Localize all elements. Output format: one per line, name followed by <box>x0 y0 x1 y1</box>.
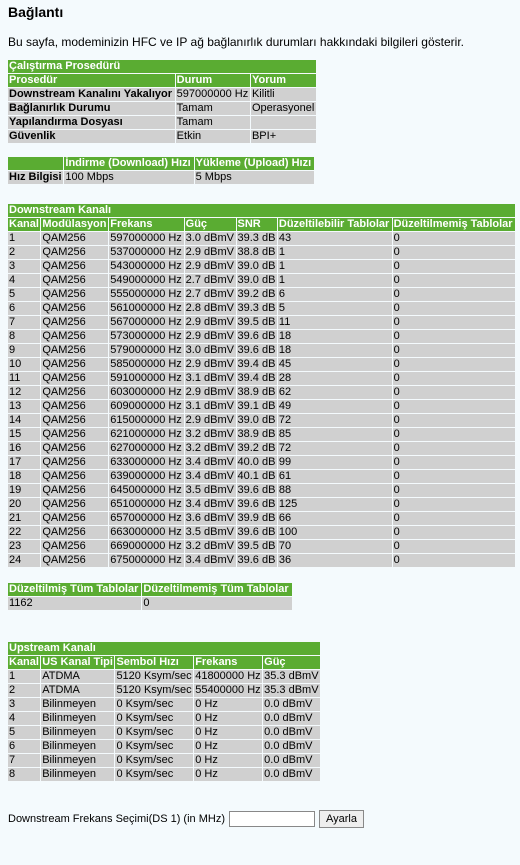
channel-cell: 5 <box>8 726 40 739</box>
frequency-cell: 555000000 Hz <box>110 288 182 300</box>
table-row <box>8 302 515 315</box>
column-header: Frekans <box>109 218 183 231</box>
table-row <box>8 400 515 413</box>
uncorrectable-cell: 0 <box>393 470 515 483</box>
page-description: Bu sayfa, modeminizin HFC ve IP ağ bağlanırlık durumları hakkındaki bilgileri gösterir. <box>8 35 464 49</box>
table-row <box>8 260 515 273</box>
correctable-cell: 36 <box>278 554 392 567</box>
modulation-cell: QAM256 <box>41 246 108 259</box>
power-cell: 0.0 dBmV <box>263 712 320 725</box>
procedure-comment <box>251 116 316 129</box>
correctable-cell: 1 <box>278 274 392 287</box>
table-row <box>8 670 320 683</box>
column-header: Güç <box>263 656 320 669</box>
table-row <box>8 540 515 553</box>
frequency-cell: 0 Hz <box>194 740 262 753</box>
channel-cell: 6 <box>8 302 40 315</box>
table-row <box>8 102 316 115</box>
column-header: Düzeltilebilir Tablolar <box>278 218 392 231</box>
power-cell: 3.4 dBmV <box>185 554 234 566</box>
power-cell: 3.1 dBmV <box>185 372 234 384</box>
frequency-cell: 543000000 Hz <box>110 260 182 272</box>
channel-cell: 8 <box>8 330 40 343</box>
channel-cell: 7 <box>8 754 40 767</box>
power-cell: 35.3 dBmV <box>264 684 319 696</box>
power-cell: 3.2 dBmV <box>185 540 234 552</box>
snr-cell: 39.0 dB <box>237 260 276 272</box>
modulation-cell: QAM256 <box>41 428 108 441</box>
power-cell: 2.9 dBmV <box>185 386 234 398</box>
correctable-cell: 1 <box>278 260 392 273</box>
power-cell: 3.1 dBmV <box>185 400 234 412</box>
modulation-cell: QAM256 <box>41 526 108 539</box>
table-row <box>8 754 320 767</box>
table-row <box>8 726 320 739</box>
uncorrectable-cell: 0 <box>393 246 515 259</box>
channel-cell: 18 <box>8 470 40 483</box>
channel-type-cell: Bilinmeyen <box>41 698 114 711</box>
column-header: Kanal <box>9 656 39 668</box>
correctable-cell: 61 <box>278 470 392 483</box>
channel-cell: 22 <box>8 526 40 539</box>
apply-button[interactable]: Ayarla <box>319 810 364 828</box>
frequency-cell: 0 Hz <box>194 754 262 767</box>
power-cell: 3.2 dBmV <box>185 442 234 454</box>
table-row <box>8 712 320 725</box>
frequency-cell: 0 Hz <box>194 726 262 739</box>
column-header <box>8 157 63 170</box>
frequency-cell: 41800000 Hz <box>195 670 261 682</box>
power-cell: 0.0 dBmV <box>263 754 320 767</box>
table-row <box>8 88 316 101</box>
upstream-channel-table <box>7 641 321 782</box>
column-header: Yorum <box>251 74 316 87</box>
column-header: Düzeltilmemiş Tüm Tablolar <box>142 583 292 596</box>
power-cell: 0.0 dBmV <box>263 698 320 711</box>
frequency-cell: 579000000 Hz <box>110 344 182 356</box>
power-cell: 3.5 dBmV <box>185 484 234 496</box>
table-row <box>8 274 515 287</box>
power-cell: 3.0 dBmV <box>185 232 234 244</box>
correctable-cell: 5 <box>278 302 392 315</box>
frequency-cell: 639000000 Hz <box>110 470 182 482</box>
modulation-cell: QAM256 <box>41 456 108 469</box>
procedure-comment: BPI+ <box>251 130 316 143</box>
uncorrectable-cell: 0 <box>393 372 515 385</box>
total-corrected: 1162 <box>8 597 141 610</box>
table-row <box>8 246 515 259</box>
column-header: Düzeltilmiş Tüm Tablolar <box>8 583 141 596</box>
frequency-cell: 567000000 Hz <box>110 316 182 328</box>
snr-cell: 39.6 dB <box>237 344 276 356</box>
table-row <box>8 116 316 129</box>
frequency-cell: 0 Hz <box>194 712 262 725</box>
modulation-cell: QAM256 <box>41 414 108 427</box>
uncorrectable-cell: 0 <box>393 330 515 343</box>
table-row <box>8 428 515 441</box>
modulation-cell: QAM256 <box>41 330 108 343</box>
snr-cell: 40.1 dB <box>237 470 276 482</box>
table-row <box>8 554 515 567</box>
power-cell: 3.4 dBmV <box>185 498 234 510</box>
channel-cell: 3 <box>8 260 40 273</box>
snr-cell: 39.0 dB <box>237 414 276 426</box>
power-cell: 2.7 dBmV <box>185 274 234 286</box>
channel-cell: 21 <box>8 512 40 525</box>
snr-cell: 39.3 dB <box>237 302 276 314</box>
frequency-cell: 669000000 Hz <box>110 540 182 552</box>
speed-label: Hız Bilgisi <box>9 171 62 183</box>
channel-cell: 7 <box>8 316 40 329</box>
channel-cell: 11 <box>8 372 40 385</box>
procedure-status: Tamam <box>176 116 250 129</box>
table-row <box>8 171 314 184</box>
modulation-cell: QAM256 <box>41 498 108 511</box>
upstream-title: Upstream Kanalı <box>8 642 320 655</box>
uncorrectable-cell: 0 <box>393 344 515 357</box>
channel-cell: 20 <box>8 498 40 511</box>
channel-cell: 5 <box>8 288 40 301</box>
frequency-cell: 609000000 Hz <box>110 400 182 412</box>
frequency-cell: 549000000 Hz <box>110 274 182 286</box>
snr-cell: 39.4 dB <box>237 372 276 384</box>
procedure-label: Yapılandırma Dosyası <box>8 116 175 129</box>
snr-cell: 38.9 dB <box>237 386 276 398</box>
column-header: Düzeltilmemiş Tablolar <box>393 218 515 231</box>
frequency-cell: 615000000 Hz <box>110 414 182 426</box>
channel-cell: 4 <box>8 274 40 287</box>
modulation-cell: QAM256 <box>41 288 108 301</box>
power-cell: 2.9 dBmV <box>185 414 234 426</box>
frequency-cell: 663000000 Hz <box>110 526 182 538</box>
modulation-cell: QAM256 <box>41 274 108 287</box>
downstream-frequency-select <box>8 810 520 828</box>
symbol-rate-cell: 0 Ksym/sec <box>115 698 193 711</box>
channel-cell: 15 <box>8 428 40 441</box>
correctable-cell: 28 <box>278 372 392 385</box>
modulation-cell: QAM256 <box>41 400 108 413</box>
downstream-channel-table <box>7 203 516 568</box>
table-row <box>8 698 320 711</box>
frequency-cell: 561000000 Hz <box>110 302 182 314</box>
table-row <box>8 232 515 245</box>
table-row <box>8 414 515 427</box>
frequency-cell: 573000000 Hz <box>110 330 182 342</box>
channel-cell: 6 <box>8 740 40 753</box>
table-row <box>8 130 316 143</box>
procedure-status: Etkin <box>176 130 250 143</box>
procedure-label: Bağlanırlık Durumu <box>8 102 175 115</box>
power-cell: 2.9 dBmV <box>185 246 234 258</box>
uncorrectable-cell: 0 <box>393 456 515 469</box>
page-title: Bağlantı <box>8 4 64 20</box>
uncorrectable-cell: 0 <box>393 414 515 427</box>
frequency-cell: 633000000 Hz <box>110 456 182 468</box>
snr-cell: 39.3 dB <box>237 232 276 244</box>
uncorrectable-cell: 0 <box>393 512 515 525</box>
snr-cell: 38.8 dB <box>237 246 276 258</box>
modulation-cell: QAM256 <box>41 232 108 245</box>
channel-cell: 14 <box>8 414 40 427</box>
correctable-cell: 99 <box>278 456 392 469</box>
modulation-cell: QAM256 <box>41 372 108 385</box>
column-header: Modülasyon <box>42 218 107 230</box>
frequency-cell: 537000000 Hz <box>110 246 182 258</box>
uncorrectable-cell: 0 <box>393 232 515 245</box>
channel-cell: 2 <box>8 246 40 259</box>
procedure-status: 597000000 Hz <box>176 88 249 100</box>
frequency-cell: 585000000 Hz <box>110 358 182 370</box>
correctable-cell: 1 <box>278 246 392 259</box>
channel-cell: 8 <box>8 768 40 781</box>
column-header: Durum <box>176 74 250 87</box>
power-cell: 2.9 dBmV <box>185 330 234 342</box>
frequency-cell: 0 Hz <box>194 768 262 781</box>
snr-cell: 39.5 dB <box>237 540 276 552</box>
upload-speed: 5 Mbps <box>195 171 314 184</box>
correctable-cell: 66 <box>278 512 392 525</box>
power-cell: 35.3 dBmV <box>264 670 319 682</box>
channel-cell: 12 <box>8 386 40 399</box>
frequency-cell: 651000000 Hz <box>110 498 182 510</box>
uncorrectable-cell: 0 <box>393 400 515 413</box>
power-cell: 2.8 dBmV <box>185 302 234 314</box>
power-cell: 3.2 dBmV <box>185 428 234 440</box>
table-row <box>8 288 515 301</box>
modulation-cell: QAM256 <box>41 470 108 483</box>
table-row <box>8 358 515 371</box>
snr-cell: 39.2 dB <box>237 288 276 300</box>
column-header: İndirme (Download) Hızı <box>64 157 193 170</box>
correctable-cell: 18 <box>278 330 392 343</box>
frequency-cell: 597000000 Hz <box>110 232 182 244</box>
symbol-rate-cell: 0 Ksym/sec <box>115 740 193 753</box>
correctable-cell: 18 <box>278 344 392 357</box>
channel-cell: 4 <box>8 712 40 725</box>
snr-cell: 39.6 dB <box>237 498 276 510</box>
correctable-cell: 100 <box>278 526 392 539</box>
modulation-cell: QAM256 <box>41 358 108 371</box>
channel-cell: 9 <box>8 344 40 357</box>
power-cell: 3.5 dBmV <box>185 526 234 538</box>
power-cell: 3.4 dBmV <box>185 470 234 482</box>
symbol-rate-cell: 0 Ksym/sec <box>115 726 193 739</box>
correctable-cell: 125 <box>278 498 392 511</box>
channel-type-cell: Bilinmeyen <box>41 768 114 781</box>
snr-cell: 39.1 dB <box>237 400 276 412</box>
uncorrectable-cell: 0 <box>393 554 515 567</box>
frequency-label: Downstream Frekans Seçimi(DS 1) (in MHz) <box>8 813 225 825</box>
uncorrectable-cell: 0 <box>393 484 515 497</box>
uncorrectable-cell: 0 <box>393 442 515 455</box>
table-row <box>8 442 515 455</box>
uncorrectable-cell: 0 <box>393 386 515 399</box>
uncorrectable-cell: 0 <box>393 498 515 511</box>
table-row <box>8 684 320 697</box>
snr-cell: 39.6 dB <box>237 526 276 538</box>
correctable-cell: 45 <box>278 358 392 371</box>
correctable-cell: 70 <box>278 540 392 553</box>
startup-procedure-title: Çalıştırma Prosedürü <box>8 60 316 73</box>
modulation-cell: QAM256 <box>41 484 108 497</box>
speed-info-table <box>7 156 315 185</box>
table-row <box>8 456 515 469</box>
modulation-cell: QAM256 <box>41 512 108 525</box>
snr-cell: 39.9 dB <box>237 512 276 524</box>
uncorrectable-cell: 0 <box>393 274 515 287</box>
power-cell: 3.0 dBmV <box>185 344 234 356</box>
column-header: Frekans <box>194 656 262 669</box>
correctable-cell: 43 <box>278 232 392 245</box>
symbol-rate-cell: 5120 Ksym/sec <box>116 670 192 682</box>
power-cell: 0.0 dBmV <box>263 726 320 739</box>
symbol-rate-cell: 0 Ksym/sec <box>115 754 193 767</box>
power-cell: 3.4 dBmV <box>185 456 234 468</box>
frequency-cell: 0 Hz <box>194 698 262 711</box>
symbol-rate-cell: 5120 Ksym/sec <box>116 684 192 696</box>
column-header: Sembol Hızı <box>115 656 193 669</box>
snr-cell: 39.2 dB <box>237 442 276 454</box>
total-uncorrected: 0 <box>142 597 292 610</box>
table-row <box>8 470 515 483</box>
column-header: Kanal <box>9 218 39 230</box>
snr-cell: 39.0 dB <box>237 274 276 286</box>
symbol-rate-cell: 0 Ksym/sec <box>115 768 193 781</box>
correctable-cell: 6 <box>278 288 392 301</box>
power-cell: 2.9 dBmV <box>185 260 234 272</box>
channel-cell: 10 <box>8 358 40 371</box>
modulation-cell: QAM256 <box>41 540 108 553</box>
uncorrectable-cell: 0 <box>393 288 515 301</box>
frequency-cell: 627000000 Hz <box>110 442 182 454</box>
modulation-cell: QAM256 <box>41 316 108 329</box>
channel-cell: 3 <box>8 698 40 711</box>
snr-cell: 39.6 dB <box>237 330 276 342</box>
table-row <box>8 484 515 497</box>
correctable-cell: 49 <box>278 400 392 413</box>
frequency-cell: 675000000 Hz <box>110 554 182 566</box>
uncorrectable-cell: 0 <box>393 428 515 441</box>
column-header: Yükleme (Upload) Hızı <box>195 157 314 170</box>
frequency-cell: 645000000 Hz <box>110 484 182 496</box>
channel-cell: 1 <box>8 670 40 683</box>
uncorrectable-cell: 0 <box>393 316 515 329</box>
snr-cell: 39.5 dB <box>237 316 276 328</box>
frequency-cell: 591000000 Hz <box>110 372 182 384</box>
downstream-title: Downstream Kanalı <box>8 204 515 217</box>
modulation-cell: QAM256 <box>41 386 108 399</box>
frequency-input[interactable] <box>229 811 315 827</box>
correctable-cell: 72 <box>278 414 392 427</box>
table-row <box>8 597 292 610</box>
procedure-status: Tamam <box>176 102 250 115</box>
column-header: US Kanal Tipi <box>42 656 113 668</box>
table-row <box>8 344 515 357</box>
uncorrectable-cell: 0 <box>393 540 515 553</box>
modulation-cell: QAM256 <box>41 260 108 273</box>
correctable-cell: 62 <box>278 386 392 399</box>
channel-type-cell: ATDMA <box>41 670 114 683</box>
modulation-cell: QAM256 <box>41 442 108 455</box>
symbol-rate-cell: 0 Ksym/sec <box>115 712 193 725</box>
channel-cell: 24 <box>8 554 40 567</box>
frequency-cell: 55400000 Hz <box>195 684 261 696</box>
uncorrectable-cell: 0 <box>393 260 515 273</box>
snr-cell: 40.0 dB <box>237 456 276 468</box>
channel-cell: 13 <box>8 400 40 413</box>
frequency-cell: 621000000 Hz <box>110 428 182 440</box>
frequency-cell: 603000000 Hz <box>110 386 182 398</box>
snr-cell: 39.4 dB <box>237 358 276 370</box>
modulation-cell: QAM256 <box>41 302 108 315</box>
channel-type-cell: Bilinmeyen <box>41 754 114 767</box>
snr-cell: 38.9 dB <box>237 428 276 440</box>
table-row <box>8 526 515 539</box>
table-row <box>8 330 515 343</box>
channel-type-cell: Bilinmeyen <box>41 712 114 725</box>
snr-cell: 39.6 dB <box>237 554 276 566</box>
channel-type-cell: Bilinmeyen <box>41 726 114 739</box>
channel-type-cell: Bilinmeyen <box>41 740 114 753</box>
power-cell: 0.0 dBmV <box>263 768 320 781</box>
column-header: Güç <box>185 218 236 231</box>
table-row <box>8 512 515 525</box>
snr-cell: 39.6 dB <box>237 484 276 496</box>
total-codewords-table <box>7 582 293 611</box>
uncorrectable-cell: 0 <box>393 302 515 315</box>
procedure-label: Downstream Kanalını Yakalıyor <box>8 88 175 101</box>
table-row <box>8 498 515 511</box>
power-cell: 0.0 dBmV <box>263 740 320 753</box>
procedure-comment: Kilitli <box>251 88 316 101</box>
column-header: SNR <box>237 218 277 231</box>
channel-cell: 16 <box>8 442 40 455</box>
table-row <box>8 768 320 781</box>
channel-cell: 19 <box>8 484 40 497</box>
correctable-cell: 88 <box>278 484 392 497</box>
channel-type-cell: ATDMA <box>41 684 114 697</box>
modulation-cell: QAM256 <box>41 554 108 567</box>
frequency-cell: 657000000 Hz <box>110 512 182 524</box>
channel-cell: 17 <box>8 456 40 469</box>
uncorrectable-cell: 0 <box>393 526 515 539</box>
download-speed: 100 Mbps <box>64 171 193 184</box>
column-header: Prosedür <box>8 74 175 87</box>
table-row <box>8 372 515 385</box>
power-cell: 2.9 dBmV <box>185 316 234 328</box>
correctable-cell: 11 <box>278 316 392 329</box>
modulation-cell: QAM256 <box>41 344 108 357</box>
table-row <box>8 386 515 399</box>
correctable-cell: 72 <box>278 442 392 455</box>
table-row <box>8 316 515 329</box>
uncorrectable-cell: 0 <box>393 358 515 371</box>
channel-cell: 23 <box>8 540 40 553</box>
power-cell: 3.6 dBmV <box>185 512 234 524</box>
startup-procedure-table <box>7 59 317 144</box>
correctable-cell: 85 <box>278 428 392 441</box>
procedure-label: Güvenlik <box>8 130 175 143</box>
channel-cell: 1 <box>8 232 40 245</box>
channel-cell: 2 <box>8 684 40 697</box>
procedure-comment: Operasyonel <box>251 102 315 114</box>
power-cell: 2.9 dBmV <box>185 358 234 370</box>
power-cell: 2.7 dBmV <box>185 288 234 300</box>
table-row <box>8 740 320 753</box>
